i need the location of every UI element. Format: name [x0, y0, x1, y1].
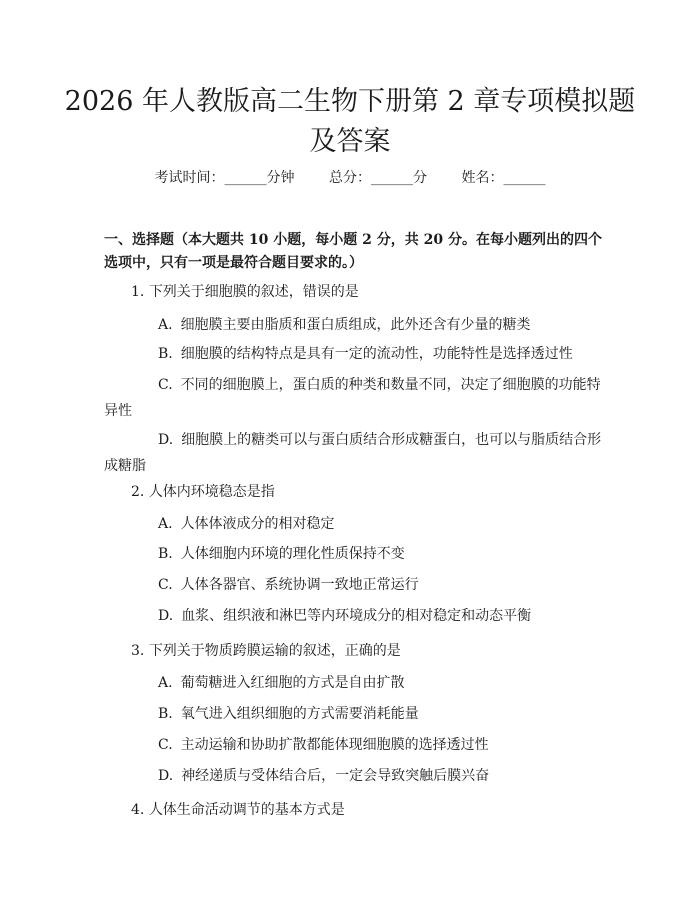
- question-1: [104, 282, 604, 302]
- option-text: 人体细胞内环境的理化性质保持不变: [180, 546, 405, 562]
- exam-meta: [0, 168, 700, 188]
- student-name: 姓名：______: [461, 170, 546, 186]
- option-2c: [104, 572, 604, 598]
- option-letter: B.: [158, 546, 173, 562]
- page-title: 2026 年人教版高二生物下册第 2 章专项模拟题及答案: [64, 86, 636, 157]
- option-letter: C.: [158, 577, 173, 593]
- option-text: 葡萄糖进入红细胞的方式是自由扩散: [180, 675, 405, 691]
- option-text: 人体体液成分的相对稳定: [180, 516, 335, 532]
- question-number: 3.: [131, 643, 145, 659]
- option-1c: [104, 372, 604, 424]
- option-1d: [104, 427, 604, 479]
- option-3c: [104, 732, 604, 758]
- question-text: 下列关于细胞膜的叙述，错误的是: [148, 284, 359, 300]
- option-letter: C.: [158, 377, 173, 393]
- question-4: [104, 800, 604, 820]
- option-2d: [104, 603, 604, 629]
- option-text: 人体各器官、系统协调一致地正常运行: [180, 577, 419, 593]
- option-letter: B.: [158, 706, 173, 722]
- option-letter: C.: [158, 737, 173, 753]
- option-text: 氧气进入组织细胞的方式需要消耗能量: [180, 706, 419, 722]
- option-2a: [104, 511, 604, 537]
- question-number: 4.: [131, 802, 145, 818]
- question-text: 下列关于物质跨膜运输的叙述，正确的是: [148, 643, 401, 659]
- option-text: 细胞膜的结构特点是具有一定的流动性，功能特性是选择透过性: [180, 346, 573, 362]
- question-3: [104, 641, 604, 661]
- question-2: [104, 482, 604, 502]
- option-letter: D.: [158, 432, 174, 448]
- option-text: 主动运输和协助扩散都能体现细胞膜的选择透过性: [180, 737, 489, 753]
- option-text: 细胞膜主要由脂质和蛋白质组成，此外还含有少量的糖类: [180, 317, 531, 333]
- option-letter: D.: [158, 608, 174, 624]
- question-number: 1.: [131, 284, 145, 300]
- exam-time: 考试时间：______分钟: [154, 170, 295, 186]
- option-3d: [104, 763, 604, 789]
- option-letter: A.: [158, 675, 173, 691]
- option-letter: B.: [158, 346, 173, 362]
- question-text: 人体生命活动调节的基本方式是: [148, 802, 345, 818]
- section-heading: 一、选择题（本大题共 10 小题，每小题 2 分，共 20 分。在每小题列出的四个选项中，只有一项是最符合题目要求的。）: [104, 232, 602, 271]
- option-3b: [104, 701, 604, 727]
- question-number: 2.: [131, 484, 145, 500]
- option-1b: [104, 341, 604, 367]
- option-text: 不同的细胞膜上，蛋白质的种类和数量不同，决定了细胞膜的功能特异性: [104, 377, 601, 419]
- option-text: 血浆、组织液和淋巴等内环境成分的相对稳定和动态平衡: [181, 608, 532, 624]
- option-3a: [104, 670, 604, 696]
- question-text: 人体内环境稳态是指: [148, 484, 275, 500]
- option-letter: A.: [158, 317, 173, 333]
- option-text: 细胞膜上的糖类可以与蛋白质结合形成糖蛋白，也可以与脂质结合形成糖脂: [104, 432, 602, 474]
- option-letter: D.: [158, 768, 174, 784]
- option-2b: [104, 541, 604, 567]
- option-text: 神经递质与受体结合后，一定会导致突触后膜兴奋: [181, 768, 490, 784]
- exam-total-score: 总分：______分: [329, 170, 427, 186]
- option-letter: A.: [158, 516, 173, 532]
- option-1a: [104, 312, 604, 338]
